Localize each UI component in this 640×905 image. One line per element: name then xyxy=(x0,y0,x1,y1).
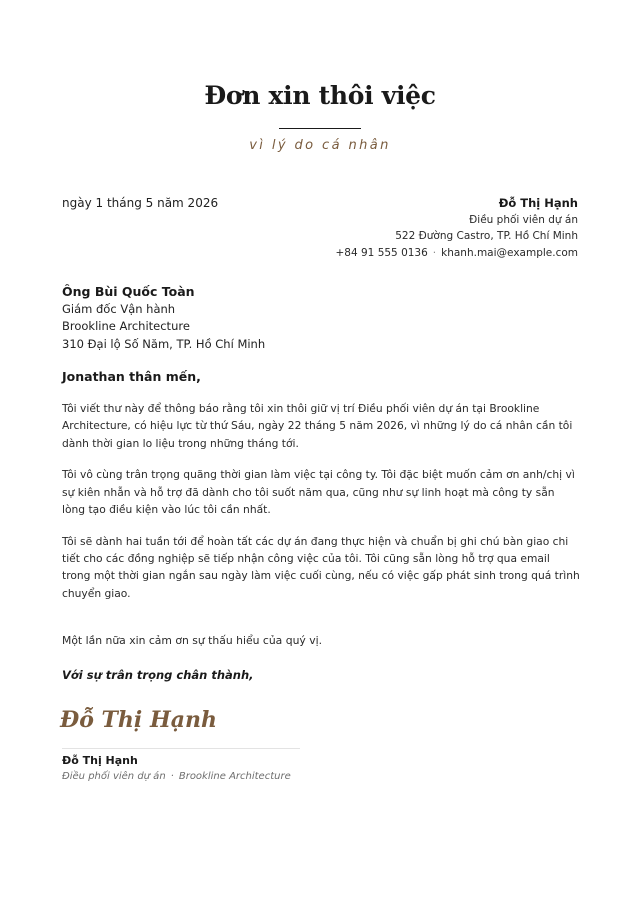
recipient-block xyxy=(62,283,265,353)
recipient-address: 310 Đại lộ Số Năm, TP. Hồ Chí Minh xyxy=(62,336,266,351)
sender-email: khanh.mai@example.com xyxy=(441,246,578,259)
document-subtitle: vì lý do cá nhân xyxy=(249,138,391,153)
sender-contact xyxy=(336,245,579,262)
letter-body xyxy=(62,400,580,616)
handwritten-signature: Đỗ Thị Hạnh xyxy=(60,707,217,733)
signature-role-line xyxy=(62,769,291,784)
closing-thanks: Một lần nữa xin cảm ơn sự thấu hiểu của quý vị. xyxy=(62,634,323,647)
signature-separator: · xyxy=(170,771,174,782)
sender-role: Điều phối viên dự án xyxy=(469,213,578,226)
title-divider xyxy=(279,128,361,129)
recipient-title: Giám đốc Vận hành xyxy=(62,301,176,316)
signature-name: Đỗ Thị Hạnh xyxy=(62,754,138,767)
contact-separator: · xyxy=(432,246,437,259)
body-paragraph: Tôi sẽ dành hai tuần tới để hoàn tất các dự án đang thực hiện và chuẩn bị ghi chú bàn giao chi tiết cho các đồng nghiệp sẽ tiếp nhận công việc của tôi. Tôi cũng sẵn lòng hỗ trợ qua email trong một thời gian ngắn sau ngày làm việc cuối cùng, nếu có việc gấp phát sinh trong quá trình chuyển giao. xyxy=(62,534,580,600)
letter-date: ngày 1 tháng 5 năm 2026 xyxy=(62,196,219,210)
body-paragraph: Tôi viết thư này để thông báo rằng tôi xin thôi giữ vị trí Điều phối viên dự án tại Brookline Architecture, có hiệu lực từ thứ Sáu, ngày 22 tháng 5 năm 2026, vì những lý do cá nhân cần tôi dành thời gian lo liệu trong những tháng tới. xyxy=(62,402,573,450)
document-title: Đơn xin thôi việc xyxy=(204,81,436,110)
signature-role: Điều phối viên dự án xyxy=(62,771,166,782)
recipient-name: Ông Bùi Quốc Toàn xyxy=(62,284,195,299)
signature-company: Brookline Architecture xyxy=(178,771,291,782)
signature-divider xyxy=(62,748,300,749)
body-paragraph: Tôi vô cùng trân trọng quãng thời gian làm việc tại công ty. Tôi đặc biệt muốn cảm ơn anh/chị vì sự kiên nhẫn và hỗ trợ đã dành cho tôi suốt năm qua, cũng như sự linh hoạt mà công ty sẵn lòng tạo điều kiện vào lúc tôi cần nhất. xyxy=(62,468,575,516)
greeting: Jonathan thân mến, xyxy=(62,369,201,384)
sender-address: 522 Đường Castro, TP. Hồ Chí Minh xyxy=(395,230,578,242)
sender-block xyxy=(336,195,579,261)
recipient-company: Brookline Architecture xyxy=(62,319,190,333)
closing-salutation: Với sự trân trọng chân thành, xyxy=(62,668,254,682)
sender-name: Đỗ Thị Hạnh xyxy=(498,196,578,210)
sender-phone: +84 91 555 0136 xyxy=(335,246,428,259)
